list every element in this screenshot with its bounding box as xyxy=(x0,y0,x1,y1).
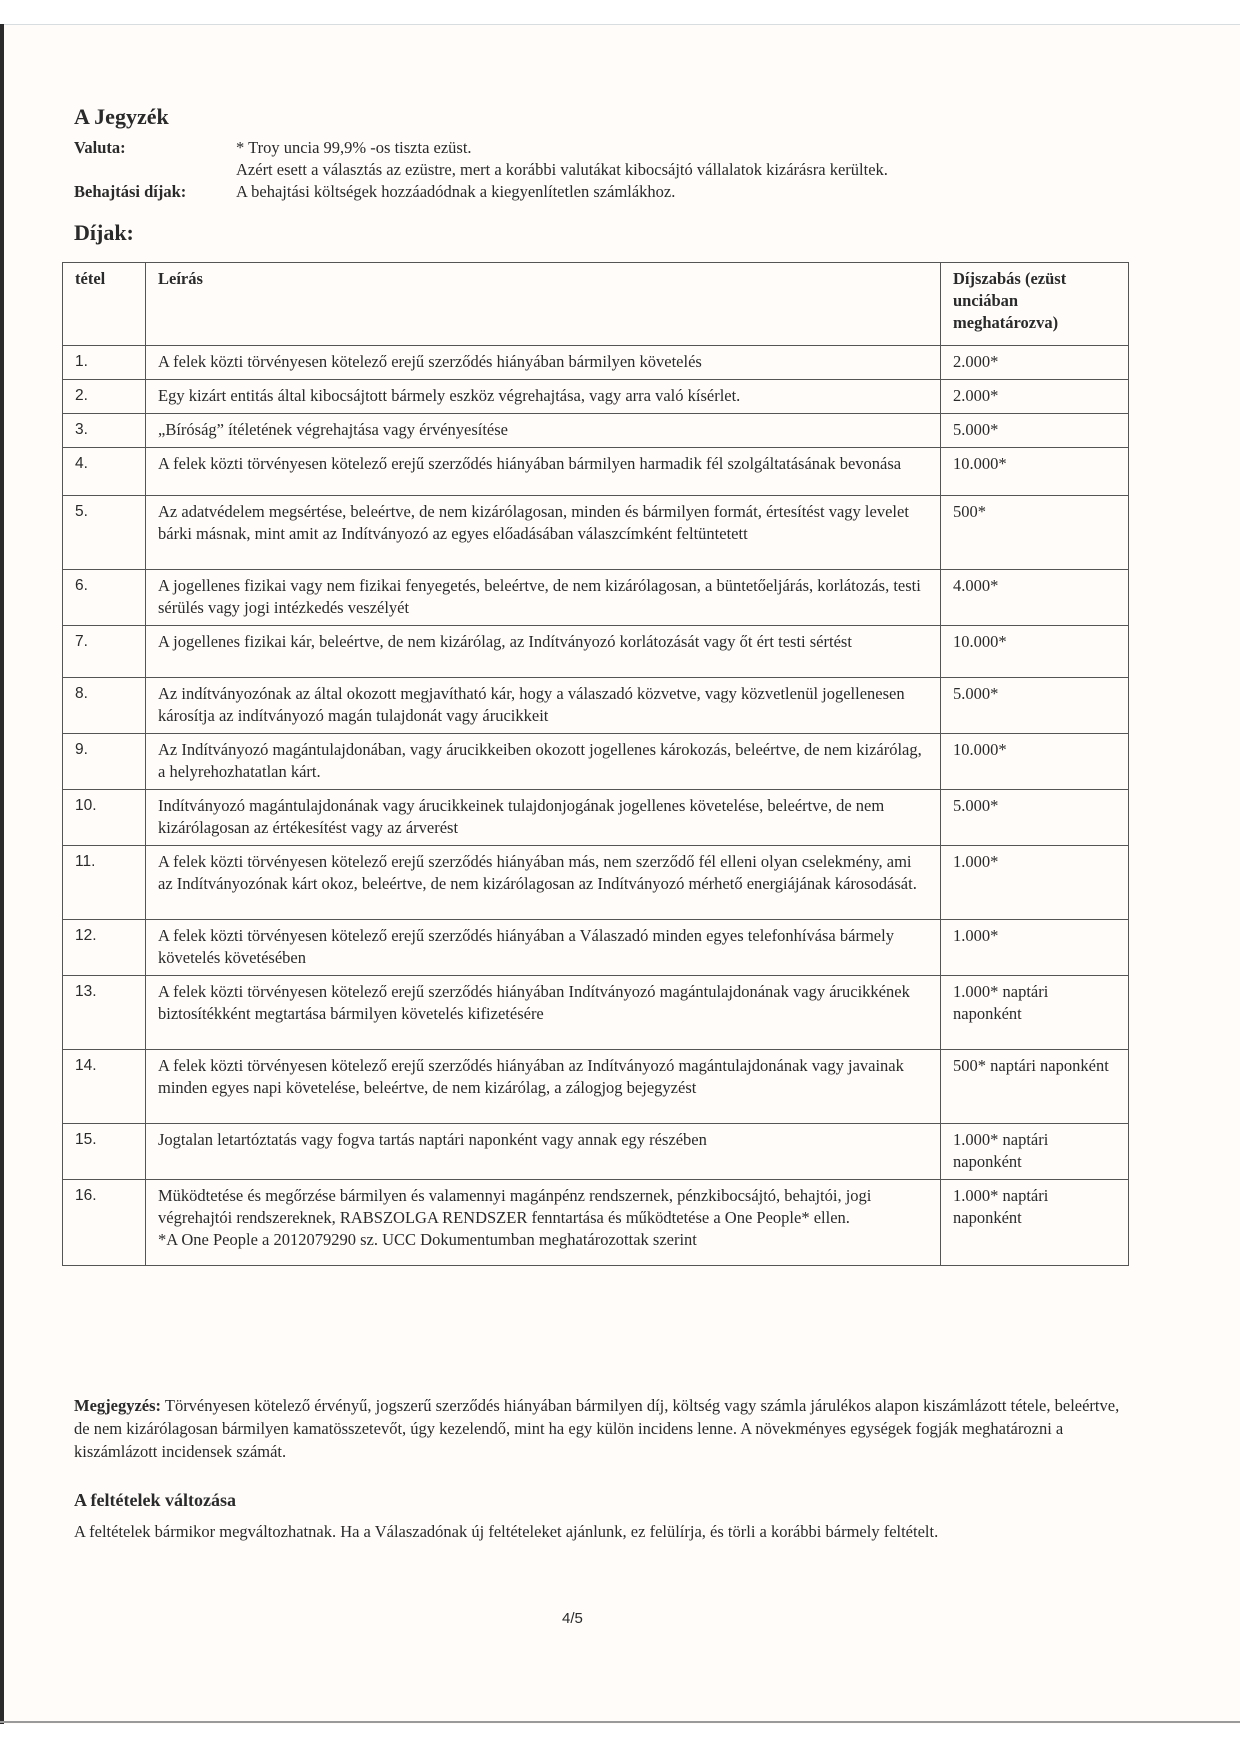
row-fee: 1.000* xyxy=(941,846,1129,920)
row-description-text: A jogellenes fizikai vagy nem fizikai fenyegetés, beleértve, de nem kizárólagosan, a büntetőeljárás, korlátozás, testi sérülés vagy jogi intézkedés veszélyét xyxy=(158,576,921,617)
row-item-number: 7. xyxy=(63,626,146,678)
scan-bottom-edge xyxy=(0,1721,1240,1723)
document-title: A Jegyzék xyxy=(74,104,169,129)
row-fee: 1.000* naptári naponként xyxy=(941,976,1129,1050)
table-row xyxy=(63,1050,1129,1124)
row-description-text: Az indítványozónak az által okozott megjavítható kár, hogy a válaszadó közvetve, vagy közvetlenül jogellenesen károsítja az indítványozó magán tulajdonát vagy árucikkeit xyxy=(158,684,905,725)
table-row xyxy=(63,380,1129,414)
collection-fees-label: Behajtási díjak: xyxy=(74,182,187,201)
fees-heading: Díjak: xyxy=(74,220,134,245)
note-label: Megjegyzés: xyxy=(74,1396,162,1415)
table-row xyxy=(63,414,1129,448)
row-description-text: A felek közti törvényesen kötelező erejű szerződés hiányában az Indítványozó magántulajdonának vagy javainak minden egyes napi követelése, beleértve, de nem kizárólag, a zálogjog bejegyzést xyxy=(158,1056,904,1097)
table-row xyxy=(63,496,1129,570)
row-description xyxy=(146,846,941,920)
row-description xyxy=(146,920,941,976)
table-row xyxy=(63,846,1129,920)
row-fee: 2.000* xyxy=(941,346,1129,380)
row-description xyxy=(146,790,941,846)
row-description-text: Jogtalan letartóztatás vagy fogva tartás naptári naponként vagy annak egy részében xyxy=(158,1130,707,1149)
header-item: tétel xyxy=(63,263,146,346)
table-row xyxy=(63,448,1129,496)
table-row xyxy=(63,1124,1129,1180)
header-fee: Díjszabás (ezüst unciában meghatározva) xyxy=(941,263,1129,346)
row-description-text: Az Indítványozó magántulajdonában, vagy árucikkeiben okozott jogellenes károkozás, beleértve, de nem kizárólag, a helyrehozhatatlan kárt. xyxy=(158,740,922,781)
row-item-number: 4. xyxy=(63,448,146,496)
row-description xyxy=(146,626,941,678)
row-description xyxy=(146,1050,941,1124)
row-description-text: Müködtetése és megőrzése bármilyen és valamennyi magánpénz rendszernek, pénzkibocsájtó, behajtói, jogi végrehajtói rendszereknek, RABSZOLGA RENDSZER fenntartása és működtetése a One People* ellen. xyxy=(158,1186,872,1227)
currency-label: Valuta: xyxy=(74,138,126,157)
row-fee: 10.000* xyxy=(941,626,1129,678)
fees-table-body xyxy=(63,346,1129,1266)
table-row xyxy=(63,678,1129,734)
row-description-text: „Bíróság” ítéletének végrehajtása vagy érvényesítése xyxy=(158,420,509,439)
row-description xyxy=(146,448,941,496)
row-description xyxy=(146,1180,941,1266)
row-fee: 4.000* xyxy=(941,570,1129,626)
table-header-row xyxy=(63,263,1129,346)
row-item-number: 14. xyxy=(63,1050,146,1124)
row-description xyxy=(146,678,941,734)
row-description-text: Indítványozó magántulajdonának vagy árucikkeinek tulajdonjogának jogellenes követelése, beleértve, de nem kizárólagosan az értékesítést vagy az árverést xyxy=(158,796,885,837)
row-fee: 1.000* naptári naponként xyxy=(941,1124,1129,1180)
row-description-text: Az adatvédelem megsértése, beleértve, de nem kizárólagosan, minden és bármilyen formát, értesítést vagy levelet bárki másnak, mint amit az Indítványozó az egyes előadásában válaszcímként feltüntetett xyxy=(158,502,909,543)
row-fee: 500* naptári naponként xyxy=(941,1050,1129,1124)
row-description xyxy=(146,570,941,626)
row-item-number: 11. xyxy=(63,846,146,920)
row-item-number: 9. xyxy=(63,734,146,790)
currency-line-2: Azért esett a választás az ezüstre, mert a korábbi valutákat kibocsájtó vállalatok kizárásra kerültek. xyxy=(236,160,888,179)
row-item-number: 13. xyxy=(63,976,146,1050)
note-paragraph xyxy=(74,1394,1124,1463)
row-description-footnote: *A One People a 2012079290 sz. UCC Dokumentumban meghatározottak szerint xyxy=(158,1230,697,1249)
row-description-text: A felek közti törvényesen kötelező erejű szerződés hiányában a Válaszadó minden egyes telefonhívása bármely követelés követésében xyxy=(158,926,894,967)
row-fee: 2.000* xyxy=(941,380,1129,414)
row-description-text: A jogellenes fizikai kár, beleértve, de nem kizárólag, az Indítványozó korlátozását vagy őt ért testi sértést xyxy=(158,632,852,651)
row-item-number: 3. xyxy=(63,414,146,448)
row-item-number: 2. xyxy=(63,380,146,414)
table-row xyxy=(63,346,1129,380)
row-description xyxy=(146,976,941,1050)
row-description-text: Egy kizárt entitás által kibocsájtott bármely eszköz végrehajtása, vagy arra való kísérlet. xyxy=(158,386,741,405)
header-description: Leírás xyxy=(146,263,941,346)
page-number: 4/5 xyxy=(562,1610,583,1627)
row-item-number: 8. xyxy=(63,678,146,734)
row-item-number: 5. xyxy=(63,496,146,570)
table-row xyxy=(63,790,1129,846)
row-description-text: A felek közti törvényesen kötelező erejű szerződés hiányában Indítványozó magántulajdonának vagy árucikkének biztosítékként megtartása bármilyen követelés kifizetésére xyxy=(158,982,910,1023)
row-item-number: 6. xyxy=(63,570,146,626)
row-description xyxy=(146,414,941,448)
row-fee: 10.000* xyxy=(941,734,1129,790)
table-row xyxy=(63,570,1129,626)
row-description xyxy=(146,496,941,570)
row-description-text: A felek közti törvényesen kötelező erejű szerződés hiányában bármilyen harmadik fél szolgáltatásának bevonása xyxy=(158,454,902,473)
table-row xyxy=(63,920,1129,976)
table-row xyxy=(63,976,1129,1050)
row-item-number: 16. xyxy=(63,1180,146,1266)
fees-table xyxy=(62,262,1129,1266)
row-description xyxy=(146,346,941,380)
row-fee: 500* xyxy=(941,496,1129,570)
row-description-text: A felek közti törvényesen kötelező erejű szerződés hiányában más, nem szerződő fél elleni olyan cselekmény, ami az Indítványozónak kárt okoz, beleértve, de nem kizárólagosan az Indítványozó mérhető energiájának károsodását. xyxy=(158,852,917,893)
row-fee: 1.000* xyxy=(941,920,1129,976)
row-item-number: 12. xyxy=(63,920,146,976)
row-fee: 5.000* xyxy=(941,414,1129,448)
changes-heading: A feltételek változása xyxy=(74,1490,236,1510)
row-description xyxy=(146,380,941,414)
row-item-number: 10. xyxy=(63,790,146,846)
row-item-number: 1. xyxy=(63,346,146,380)
row-fee: 1.000* naptári naponként xyxy=(941,1180,1129,1266)
row-description xyxy=(146,1124,941,1180)
scan-left-edge xyxy=(0,24,4,1724)
scan-top-edge xyxy=(0,24,1240,25)
row-item-number: 15. xyxy=(63,1124,146,1180)
table-row xyxy=(63,734,1129,790)
table-row xyxy=(63,1180,1129,1266)
row-fee: 10.000* xyxy=(941,448,1129,496)
row-description-text: A felek közti törvényesen kötelező erejű szerződés hiányában bármilyen követelés xyxy=(158,352,702,371)
note-text: Törvényesen kötelező érvényű, jogszerű szerződés hiányában bármilyen díj, költség vagy számla járulékos alapon kiszámlázott tétele, beleértve, de nem kizárólagosan bármilyen kamatösszetevőt, úgy kezelendő, mint ha egy külön incidens lenne. A növekményes egységek fogják meghatározni a kiszámlázott incidensek számát. xyxy=(74,1396,1120,1461)
collection-fees-value: A behajtási költségek hozzáadódnak a kiegyenlítetlen számlákhoz. xyxy=(236,182,676,201)
row-description xyxy=(146,734,941,790)
row-fee: 5.000* xyxy=(941,790,1129,846)
currency-line-1: * Troy uncia 99,9% -os tiszta ezüst. xyxy=(236,138,472,157)
table-row xyxy=(63,626,1129,678)
row-fee: 5.000* xyxy=(941,678,1129,734)
changes-text: A feltételek bármikor megváltozhatnak. Ha a Válaszadónak új feltételeket ajánlunk, ez felülírja, és törli a korábbi bármely feltételt. xyxy=(74,1522,939,1541)
